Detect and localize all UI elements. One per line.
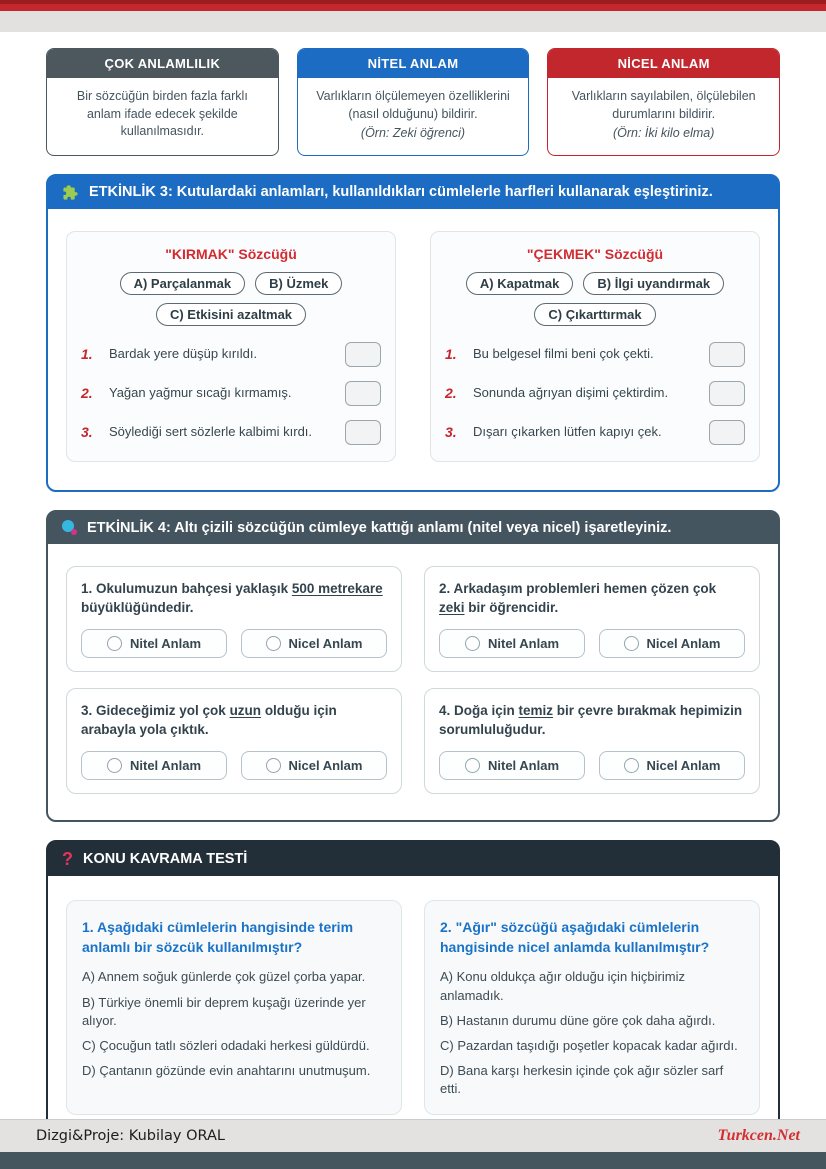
radio-icon: [465, 636, 480, 651]
choice-b[interactable]: B) Hastanın durumu düne göre çok daha ağırdı.: [440, 1012, 716, 1028]
question-card-4: [424, 688, 760, 794]
turkcenet-logo: Turkcen.Net: [717, 1127, 800, 1144]
question-card-3: [66, 688, 402, 794]
choice-b[interactable]: B) Türkiye önemli bir deprem kuşağı üzerinde yer alıyor.: [82, 994, 366, 1028]
footer-credit: Dizgi&Proje: Kubilay ORAL: [36, 1128, 226, 1144]
choice-d[interactable]: D) Çantanın gözünde evin anahtarını unutmuşum.: [82, 1063, 371, 1079]
word-card-kirmak: [66, 231, 396, 462]
radio-icon: [266, 758, 281, 773]
answer-box[interactable]: [709, 420, 745, 445]
definition-box-title: NİTEL ANLAM: [298, 49, 529, 78]
nicel-anlam-option[interactable]: Nicel Anlam: [241, 629, 387, 658]
page-content: [0, 32, 826, 1145]
test-title: KONU KAVRAMA TESTİ: [83, 850, 248, 867]
nicel-anlam-option[interactable]: Nicel Anlam: [241, 751, 387, 780]
definition-text: Bir sözcüğün birden fazla farklı anlam ifade edecek şekilde kullanılmasıdır.: [76, 89, 248, 138]
test-question-2: [424, 900, 760, 1116]
question-card-2: [424, 566, 760, 672]
word-card-title: "ÇEKMEK" Sözcüğü: [526, 245, 664, 262]
radio-icon: [107, 758, 122, 773]
question-mark-icon: ?: [62, 848, 73, 869]
sentence-row: [445, 420, 745, 445]
test-body: [48, 876, 778, 1144]
sentence-row: [81, 381, 381, 406]
word-card-title: "KIRMAK" Sözcüğü: [165, 245, 297, 262]
option-pill-c: C) Etkisini azaltmak: [156, 303, 306, 326]
question-text: 1. Okulumuzun bahçesi yaklaşık 500 metrekare büyüklüğündedir.: [81, 580, 383, 616]
sentence-text: Sonunda ağrıyan dişimi çektirdim.: [473, 384, 669, 400]
sentence-number: 2.: [445, 385, 457, 401]
answer-options: [81, 751, 387, 780]
nitel-anlam-option[interactable]: Nitel Anlam: [439, 751, 585, 780]
etkinlik-4-body: [48, 544, 778, 820]
section-etkinlik-3: [46, 174, 780, 492]
definition-box-nitel-anlam: [297, 48, 530, 156]
test-question-stem: 1. Aşağıdaki cümlelerin hangisinde terim anlamlı bir sözcük kullanılmıştır?: [82, 918, 354, 956]
answer-options: [439, 629, 745, 658]
underlined-word: 500 metrekare: [291, 580, 383, 596]
answer-box[interactable]: [709, 381, 745, 406]
question-text: 2. Arkadaşım problemleri hemen çözen çok zeki bir öğrencidir.: [439, 580, 717, 616]
radio-icon: [266, 636, 281, 651]
footer: [0, 1119, 826, 1152]
top-gray-band: [0, 11, 826, 32]
sentence-row: [81, 342, 381, 367]
test-question-stem: 2. "Ağır" sözcüğü aşağıdaki cümlelerin hangisinde nicel anlamda kullanılmıştır?: [440, 918, 710, 956]
definition-box-cok-anlamlilik: [46, 48, 279, 156]
etkinlik-4-title: ETKİNLİK 4: Altı çizili sözcüğün cümleye kattığı anlamı (nitel veya nicel) işaretleyiniz.: [87, 519, 672, 536]
definition-box-body: [548, 78, 779, 155]
definition-boxes-row: [46, 48, 780, 156]
choice-a[interactable]: A) Annem soğuk günlerde çok güzel çorba yapar.: [82, 969, 366, 985]
answer-box[interactable]: [345, 420, 381, 445]
answer-options: [439, 751, 745, 780]
sentence-text: Bu belgesel filmi beni çok çekti.: [473, 345, 654, 361]
question-text: 3. Gideceğimiz yol çok uzun olduğu için arabayla yola çıktık.: [81, 702, 337, 738]
definition-box-nicel-anlam: [547, 48, 780, 156]
choice-c[interactable]: C) Pazardan taşıdığı poşetler kopacak kadar ağırdı.: [440, 1037, 738, 1053]
option-pill-a: A) Kapatmak: [466, 272, 573, 295]
option-pills: [81, 272, 381, 326]
etkinlik-3-title: ETKİNLİK 3: Kutulardaki anlamları, kullanıldıkları cümlelerle harfleri kullanarak eşleştiriniz.: [89, 184, 713, 200]
test-question-1: [66, 900, 402, 1116]
definition-box-body: [47, 78, 278, 153]
sentence-number: 3.: [445, 424, 457, 440]
definition-text: Varlıkların sayılabilen, ölçülebilen durumlarını bildirir.: [571, 89, 756, 121]
balloon-dot-icon: [62, 520, 77, 535]
underlined-word: temiz: [518, 702, 554, 718]
underlined-word: uzun: [229, 702, 262, 718]
sentence-number: 2.: [81, 385, 93, 401]
etkinlik-3-header: [48, 176, 778, 209]
top-accent-bar-red: [0, 4, 826, 11]
sentence-text: Yağan yağmur sıcağı kırmamış.: [109, 384, 292, 400]
sentence-number: 1.: [445, 346, 457, 362]
radio-icon: [465, 758, 480, 773]
answer-box[interactable]: [345, 342, 381, 367]
sentence-number: 1.: [81, 346, 93, 362]
definition-example: (Örn: İki kilo elma): [612, 126, 715, 140]
nitel-anlam-option[interactable]: Nitel Anlam: [81, 629, 227, 658]
answer-box[interactable]: [709, 342, 745, 367]
sentence-row: [445, 381, 745, 406]
option-pill-a: A) Parçalanmak: [120, 272, 246, 295]
question-card-1: [66, 566, 402, 672]
answer-box[interactable]: [345, 381, 381, 406]
option-pill-b: B) Üzmek: [255, 272, 342, 295]
sentence-text: Dışarı çıkarken lütfen kapıyı çek.: [473, 423, 662, 439]
sentence-text: Söylediği sert sözlerle kalbimi kırdı.: [109, 423, 313, 439]
etkinlik-4-header: [48, 512, 778, 544]
sentence-number: 3.: [81, 424, 93, 440]
nicel-anlam-option[interactable]: Nicel Anlam: [599, 751, 745, 780]
radio-icon: [624, 758, 639, 773]
answer-options: [81, 629, 387, 658]
choice-a[interactable]: A) Konu oldukça ağır olduğu için hiçbirimiz anlamadık.: [440, 969, 685, 1003]
definition-example: (Örn: Zeki öğrenci): [360, 126, 466, 140]
definition-box-title: ÇOK ANLAMLILIK: [47, 49, 278, 78]
underlined-word: zeki: [439, 600, 465, 616]
radio-icon: [107, 636, 122, 651]
choice-d[interactable]: D) Bana karşı herkesin içinde çok ağır sözler sarf etti.: [440, 1063, 724, 1097]
option-pills: [445, 272, 745, 326]
puzzle-icon: [62, 184, 79, 201]
test-header: [48, 842, 778, 876]
definition-box-body: [298, 78, 529, 155]
option-pill-b: B) İlgi uyandırmak: [583, 272, 724, 295]
definition-text: Varlıkların ölçülemeyen özelliklerini (nasıl olduğunu) bildirir.: [316, 89, 510, 121]
definition-box-title: NİCEL ANLAM: [548, 49, 779, 78]
word-card-cekmek: [430, 231, 760, 462]
radio-icon: [624, 636, 639, 651]
choice-c[interactable]: C) Çocuğun tatlı sözleri odadaki herkesi güldürdü.: [82, 1037, 370, 1053]
option-pill-c: C) Çıkarttırmak: [534, 303, 655, 326]
sentence-text: Bardak yere düşüp kırıldı.: [109, 345, 258, 361]
nitel-anlam-option[interactable]: Nitel Anlam: [439, 629, 585, 658]
nitel-anlam-option[interactable]: Nitel Anlam: [81, 751, 227, 780]
section-konu-kavrama-testi: [46, 840, 780, 1146]
sentence-row: [445, 342, 745, 367]
section-etkinlik-4: [46, 510, 780, 822]
nicel-anlam-option[interactable]: Nicel Anlam: [599, 629, 745, 658]
sentence-row: [81, 420, 381, 445]
question-text: 4. Doğa için temiz bir çevre bırakmak hepimizin sorumluluğudur.: [439, 702, 743, 738]
footer-slate-bar: [0, 1152, 826, 1169]
etkinlik-3-body: [48, 209, 778, 490]
